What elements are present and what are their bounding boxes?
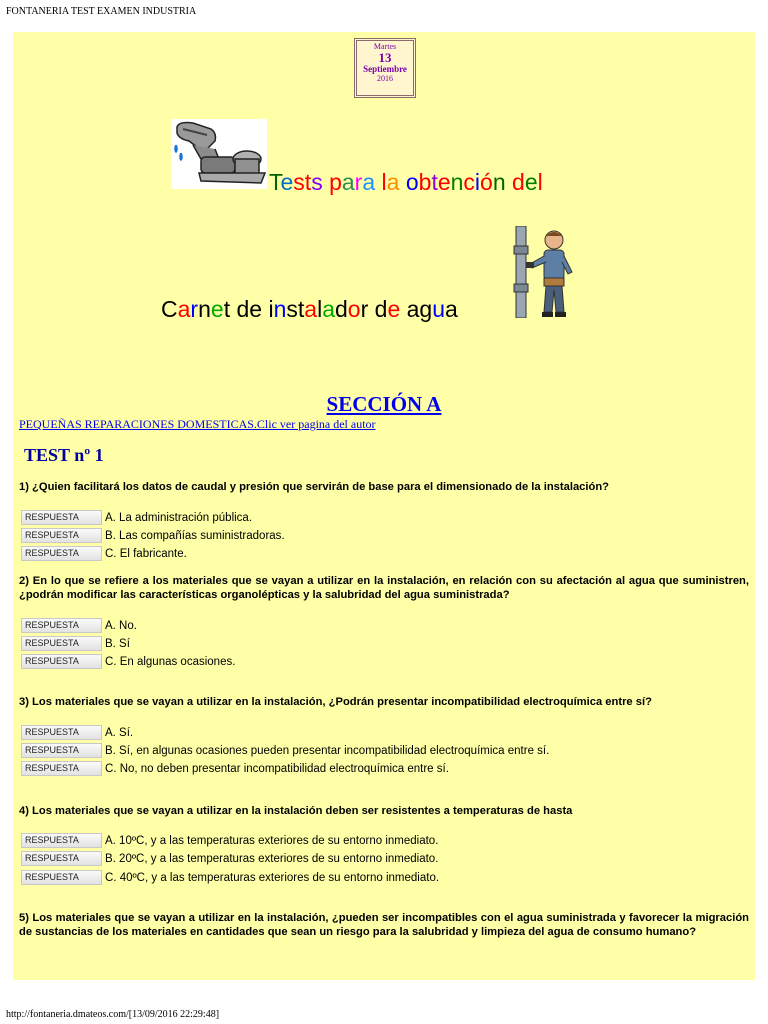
- option-text: B. Las compañías suministradoras.: [105, 529, 285, 542]
- date-day: 13: [378, 50, 392, 65]
- option-2c: [21, 653, 235, 670]
- question-3: 3) Los materiales que se vayan a utilizar en la instalación, ¿Podrán presentar incompatibilidad electroquímica entre sí?: [19, 696, 652, 708]
- option-text: A. Sí.: [105, 726, 134, 739]
- option-text: A. La administración pública.: [105, 511, 253, 524]
- plumber-illustration: [512, 226, 577, 318]
- respuesta-button[interactable]: RESPUESTA: [21, 851, 102, 866]
- page-title-line1: Tests para la obtención del: [269, 169, 543, 195]
- option-text: C. No, no deben presentar incompatibilidad electroquímica entre sí.: [105, 762, 449, 775]
- option-3b: [21, 742, 549, 759]
- option-text: B. Sí, en algunas ocasiones pueden presentar incompatibilidad electroquímica entre sí.: [105, 744, 550, 757]
- option-2a: [21, 617, 137, 634]
- respuesta-button[interactable]: RESPUESTA: [21, 510, 102, 525]
- option-text: A. No.: [105, 619, 137, 632]
- option-1c: [21, 545, 187, 562]
- option-1b: [21, 527, 285, 544]
- date-month: Septiembre: [363, 64, 407, 74]
- faucet-illustration: [171, 119, 267, 189]
- date-widget: [354, 38, 416, 98]
- option-3a: [21, 724, 133, 741]
- option-4a: [21, 832, 438, 849]
- print-footer: http://fontaneria.dmateos.com/[13/09/2016 22:29:48]: [6, 1009, 220, 1020]
- respuesta-button[interactable]: RESPUESTA: [21, 546, 102, 561]
- question-5: 5) Los materiales que se vayan a utilizar en la instalación, ¿pueden ser incompatibles con el agua suministrada y favorecer la migración de sustancias de los materiales en cantidades que sean un riesgo para la salubridad y limpieza del agua de consumo humano?: [19, 912, 749, 938]
- question-1: 1) ¿Quien facilitará los datos de caudal y presión que servirán de base para el dimensionado de la instalación?: [19, 481, 610, 493]
- date-year: 2016: [377, 74, 393, 83]
- question-4: 4) Los materiales que se vayan a utilizar en la instalación deben ser resistentes a temperaturas de hasta: [19, 805, 573, 817]
- option-text: C. El fabricante.: [105, 547, 187, 560]
- respuesta-button[interactable]: RESPUESTA: [21, 870, 102, 885]
- respuesta-button[interactable]: RESPUESTA: [21, 833, 102, 848]
- main-panel: [13, 32, 755, 980]
- respuesta-button[interactable]: RESPUESTA: [21, 743, 102, 758]
- option-3c: [21, 760, 449, 777]
- option-2b: [21, 635, 130, 652]
- respuesta-button[interactable]: RESPUESTA: [21, 761, 102, 776]
- option-text: B. 20ºC, y a las temperaturas exteriores de su entorno inmediato.: [105, 852, 439, 865]
- respuesta-button[interactable]: RESPUESTA: [21, 636, 102, 651]
- respuesta-button[interactable]: RESPUESTA: [21, 654, 102, 669]
- page-title-line2: Carnet de instalador de agua: [161, 296, 458, 322]
- question-2: 2) En lo que se refiere a los materiales que se vayan a utilizar en la instalación, en relación con su afectación al agua que suministren, ¿podrán modificar las características organolépticas y la salubridad del agua suministrada?: [19, 575, 749, 601]
- test-title: TEST nº 1: [24, 445, 104, 465]
- option-text: C. En algunas ocasiones.: [105, 655, 236, 668]
- option-1a: [21, 509, 252, 526]
- respuesta-button[interactable]: RESPUESTA: [21, 528, 102, 543]
- option-text: C. 40ºC, y a las temperaturas exteriores de su entorno inmediato.: [105, 871, 440, 884]
- section-title: SECCIÓN A: [326, 392, 442, 416]
- respuesta-button[interactable]: RESPUESTA: [21, 618, 102, 633]
- author-link[interactable]: PEQUEÑAS REPARACIONES DOMESTICAS.Clic ver pagina del autor: [19, 417, 376, 431]
- option-4b: [21, 850, 438, 867]
- print-header: FONTANERIA TEST EXAMEN INDUSTRIA: [6, 6, 197, 17]
- respuesta-button[interactable]: RESPUESTA: [21, 725, 102, 740]
- option-4c: [21, 869, 439, 886]
- option-text: A. 10ºC, y a las temperaturas exteriores de su entorno inmediato.: [105, 834, 439, 847]
- option-text: B. Sí: [105, 637, 130, 650]
- date-weekday: Martes: [373, 42, 397, 51]
